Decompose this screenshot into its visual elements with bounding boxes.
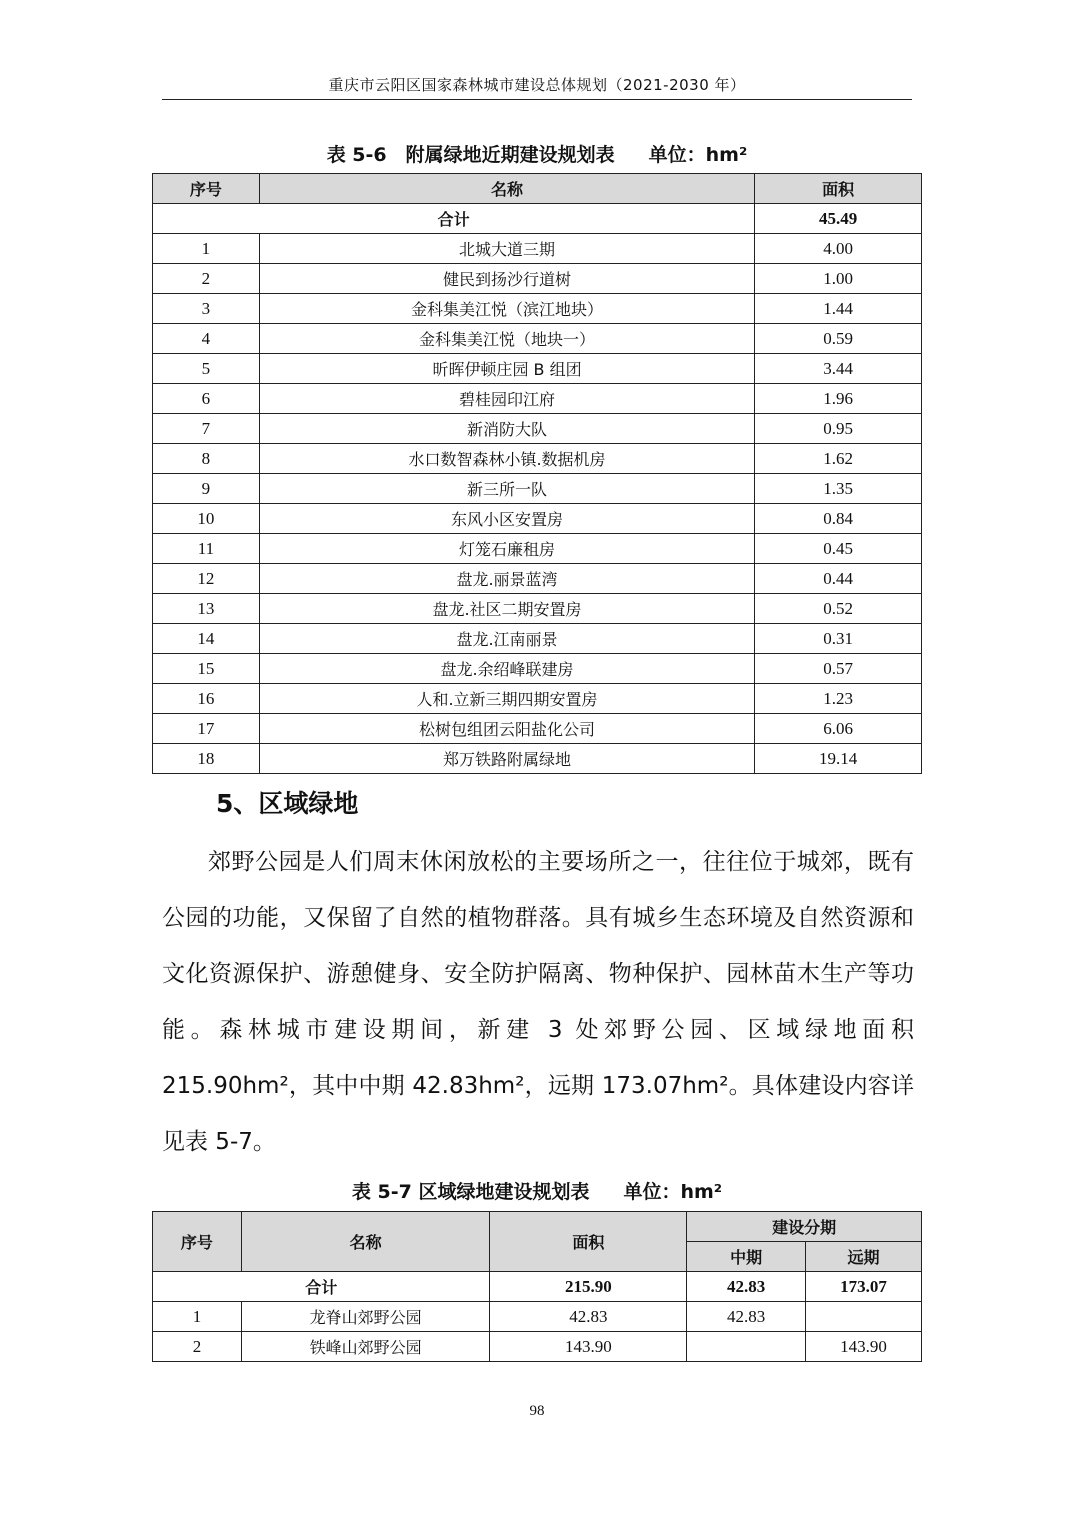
cell-no: 12 <box>153 564 260 594</box>
table-row <box>153 474 922 504</box>
cell-no: 10 <box>153 504 260 534</box>
cell-area: 6.06 <box>755 714 922 744</box>
cell-name: 新三所一队 <box>259 474 754 504</box>
header-rule <box>162 99 912 100</box>
header-name: 名称 <box>259 174 754 204</box>
total-label: 合计 <box>153 204 755 234</box>
cell-area: 4.00 <box>755 234 922 264</box>
cell-no: 15 <box>153 654 260 684</box>
cell-area: 0.31 <box>755 624 922 654</box>
cell-no: 7 <box>153 414 260 444</box>
header-no: 序号 <box>153 1212 242 1272</box>
total-mid: 42.83 <box>687 1272 806 1302</box>
table-row <box>153 1302 922 1332</box>
table-5-7 <box>152 1211 922 1362</box>
cell-no: 2 <box>153 1332 242 1362</box>
table-row <box>153 444 922 474</box>
page-header-title: 重庆市云阳区国家森林城市建设总体规划（2021-2030 年） <box>328 76 746 94</box>
cell-area: 1.35 <box>755 474 922 504</box>
total-long: 173.07 <box>806 1272 922 1302</box>
cell-name: 盘龙.余绍峰联建房 <box>259 654 754 684</box>
table-row <box>153 684 922 714</box>
header-mid: 中期 <box>687 1242 806 1272</box>
total-row <box>153 1272 922 1302</box>
total-area: 45.49 <box>755 204 922 234</box>
cell-long: 143.90 <box>806 1332 922 1362</box>
table-5-7-unit: 单位：hm² <box>623 1181 723 1203</box>
table-5-6-caption <box>152 140 922 167</box>
table-row <box>153 714 922 744</box>
cell-no: 1 <box>153 234 260 264</box>
table-row <box>153 324 922 354</box>
cell-name: 人和.立新三期四期安置房 <box>259 684 754 714</box>
cell-area: 0.45 <box>755 534 922 564</box>
cell-area: 0.52 <box>755 594 922 624</box>
table-5-6-unit: 单位：hm² <box>648 144 748 166</box>
cell-name: 水口数智森林小镇.数据机房 <box>259 444 754 474</box>
cell-name: 金科集美江悦（滨江地块） <box>259 294 754 324</box>
cell-no: 3 <box>153 294 260 324</box>
cell-area: 0.84 <box>755 504 922 534</box>
cell-name: 北城大道三期 <box>259 234 754 264</box>
total-label: 合计 <box>153 1272 490 1302</box>
cell-name: 郑万铁路附属绿地 <box>259 744 754 774</box>
cell-area: 0.44 <box>755 564 922 594</box>
cell-area: 1.44 <box>755 294 922 324</box>
cell-name: 灯笼石廉租房 <box>259 534 754 564</box>
table-row <box>153 534 922 564</box>
table-row <box>153 624 922 654</box>
cell-area: 42.83 <box>490 1302 687 1332</box>
cell-area: 3.44 <box>755 354 922 384</box>
cell-name: 龙脊山郊野公园 <box>241 1302 490 1332</box>
cell-name: 盘龙.丽景蓝湾 <box>259 564 754 594</box>
header-area: 面积 <box>755 174 922 204</box>
cell-name: 新消防大队 <box>259 414 754 444</box>
section-title: 5、区域绿地 <box>216 789 359 818</box>
table-header-row <box>153 174 922 204</box>
cell-name: 铁峰山郊野公园 <box>241 1332 490 1362</box>
cell-no: 14 <box>153 624 260 654</box>
table-row <box>153 264 922 294</box>
table-5-6-title: 表 5-6 附属绿地近期建设规划表 <box>326 144 615 166</box>
cell-area: 1.62 <box>755 444 922 474</box>
cell-no: 16 <box>153 684 260 714</box>
cell-no: 9 <box>153 474 260 504</box>
header-phase: 建设分期 <box>687 1212 922 1242</box>
cell-mid: 42.83 <box>687 1302 806 1332</box>
table-row <box>153 654 922 684</box>
cell-name: 金科集美江悦（地块一） <box>259 324 754 354</box>
cell-name: 昕晖伊顿庄园 B 组团 <box>259 354 754 384</box>
table-header-row <box>153 1212 922 1242</box>
cell-name: 盘龙.社区二期安置房 <box>259 594 754 624</box>
cell-no: 4 <box>153 324 260 354</box>
cell-no: 11 <box>153 534 260 564</box>
cell-no: 2 <box>153 264 260 294</box>
cell-name: 盘龙.江南丽景 <box>259 624 754 654</box>
table-5-7-title: 表 5-7 区域绿地建设规划表 <box>351 1181 590 1203</box>
table-row <box>153 564 922 594</box>
cell-no: 8 <box>153 444 260 474</box>
table-row <box>153 384 922 414</box>
table-row <box>153 1332 922 1362</box>
cell-no: 6 <box>153 384 260 414</box>
cell-name: 健民到扬沙行道树 <box>259 264 754 294</box>
header-no: 序号 <box>153 174 260 204</box>
total-area: 215.90 <box>490 1272 687 1302</box>
table-row <box>153 594 922 624</box>
table-5-7-caption <box>152 1177 922 1204</box>
table-row <box>153 504 922 534</box>
table-row <box>153 414 922 444</box>
cell-name: 东风小区安置房 <box>259 504 754 534</box>
cell-area: 1.00 <box>755 264 922 294</box>
cell-no: 18 <box>153 744 260 774</box>
cell-long <box>806 1302 922 1332</box>
cell-area: 19.14 <box>755 744 922 774</box>
cell-area: 1.23 <box>755 684 922 714</box>
cell-area: 1.96 <box>755 384 922 414</box>
cell-name: 碧桂园印江府 <box>259 384 754 414</box>
table-row <box>153 744 922 774</box>
cell-area: 0.59 <box>755 324 922 354</box>
table-row <box>153 294 922 324</box>
header-area: 面积 <box>490 1212 687 1272</box>
page-number: 98 <box>529 1403 545 1419</box>
table-row <box>153 354 922 384</box>
cell-no: 17 <box>153 714 260 744</box>
body-paragraph: 郊野公园是人们周末休闲放松的主要场所之一，往往位于城郊，既有公园的功能，又保留了自然的植物群落。具有城乡生态环境及自然资源和文化资源保护、游憩健身、安全防护隔离、物种保护、园林苗木生产等功能。森林城市建设期间，新建 3 处郊野公园、区域绿地面积 215.90hm²，其中中期 42.83hm²，远期 173.07hm²。具体建设内容详见表 5-7。 <box>162 849 914 1155</box>
table-5-6 <box>152 173 922 774</box>
cell-mid <box>687 1332 806 1362</box>
cell-no: 1 <box>153 1302 242 1332</box>
header-name: 名称 <box>241 1212 490 1272</box>
cell-no: 5 <box>153 354 260 384</box>
cell-area: 143.90 <box>490 1332 687 1362</box>
table-row <box>153 234 922 264</box>
total-row <box>153 204 922 234</box>
cell-area: 0.57 <box>755 654 922 684</box>
cell-no: 13 <box>153 594 260 624</box>
cell-name: 松树包组团云阳盐化公司 <box>259 714 754 744</box>
cell-area: 0.95 <box>755 414 922 444</box>
header-long: 远期 <box>806 1242 922 1272</box>
